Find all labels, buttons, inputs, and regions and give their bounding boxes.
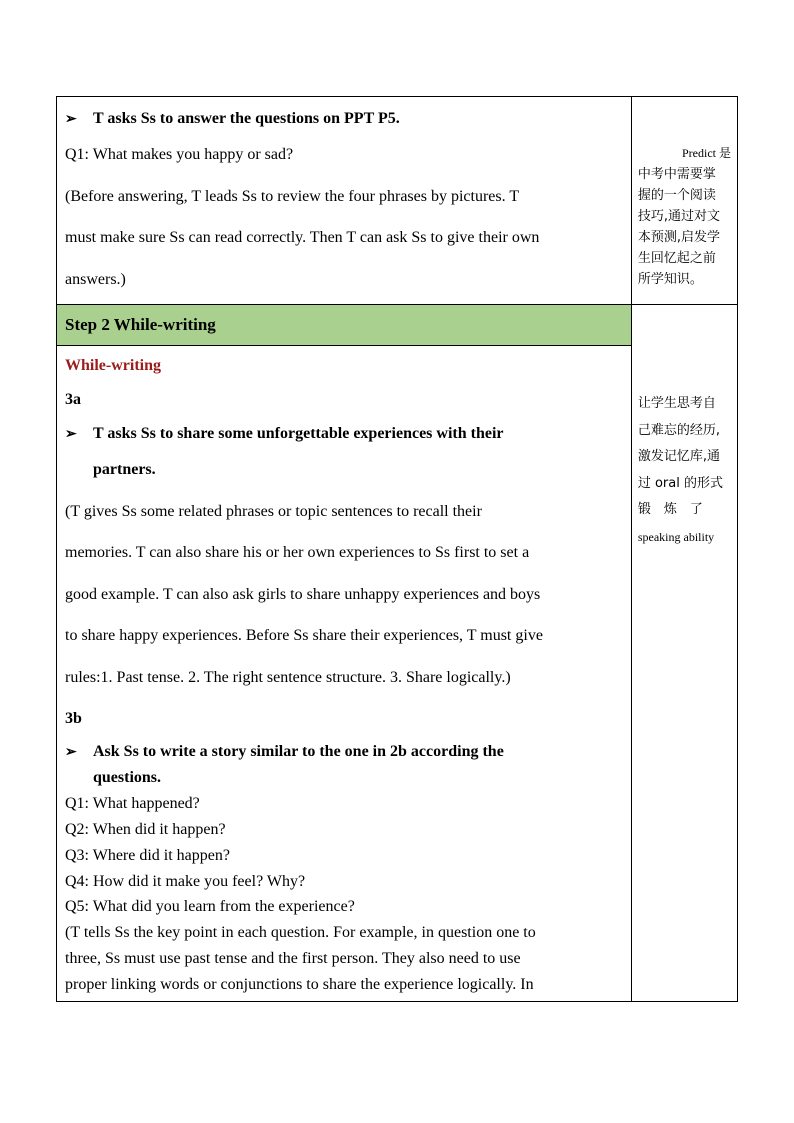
question-line: Q2: When did it happen?	[65, 820, 226, 838]
teacher-note-line: proper linking words or conjunctions to share the experience logically. In	[65, 975, 534, 993]
teacher-note-line: must make sure Ss can read correctly. Then T can ask Ss to give their own	[65, 229, 540, 247]
side-note-line: speaking ability	[637, 529, 715, 544]
label-3a: 3a	[65, 391, 81, 408]
question-line: Q5: What did you learn from the experience?	[65, 898, 355, 916]
table-row-prediction	[57, 97, 738, 305]
teacher-note-line: (T tells Ss the key point in each question. For example, in question one to	[65, 924, 536, 942]
table-row-step-header	[57, 305, 738, 346]
side-cell-while-writing	[631, 305, 737, 1002]
teacher-note-line: good example. T can also ask girls to share unhappy experiences and boys	[65, 585, 541, 603]
teacher-note-line: rules:1. Past tense. 2. The right sentence structure. 3. Share logically.)	[65, 668, 511, 686]
side-note-line: 让学生思考自	[637, 396, 716, 411]
side-note-line: 己难忘的经历,	[637, 422, 720, 438]
teacher-note-line: memories. T can also share his or her own experiences to Ss first to set a	[65, 544, 530, 562]
side-note-line: Predict 是	[682, 146, 731, 160]
arrowhead-bullet-icon: ➢	[65, 427, 77, 442]
side-note-line: 本预测,启发学	[637, 230, 720, 245]
main-cell-prediction	[57, 97, 632, 305]
side-cell-prediction	[631, 97, 737, 305]
question-line: Q4: How did it make you feel? Why?	[65, 872, 306, 890]
question-line: Q1: What happened?	[65, 795, 200, 813]
lesson-plan-table	[56, 96, 738, 1002]
task-bullet-ppt: ➢ T asks Ss to answer the questions on PPT P5.	[65, 105, 623, 134]
teacher-note-line: answers.)	[65, 270, 126, 288]
label-3b: 3b	[65, 709, 82, 727]
main-cell-while-writing	[57, 346, 632, 1002]
arrowhead-bullet-icon: ➢	[65, 112, 77, 127]
task-bullet-3b: ➢ Ask Ss to write a story similar to the one in 2b according the	[65, 739, 623, 766]
question-line: Q3: Where did it happen?	[65, 846, 230, 864]
question-q1: Q1: What makes you happy or sad?	[65, 146, 294, 163]
side-note-line: 锻 炼 了	[637, 502, 703, 517]
step-header-cell	[57, 305, 632, 346]
teacher-note-line: to share happy experiences. Before Ss share their experiences, T must give	[65, 627, 543, 645]
task-bullet-3b-continued: questions.	[93, 769, 162, 787]
task-bullet-3a-continued: partners.	[93, 461, 156, 478]
teacher-note-line: three, Ss must use past tense and the first person. They also need to use	[65, 949, 521, 967]
side-note-line: 生回忆起之前	[637, 251, 716, 266]
side-note-line: 中考中需要掌	[637, 167, 716, 182]
teacher-note-line: (Before answering, T leads Ss to review the four phrases by pictures. T	[65, 187, 520, 205]
side-note-line: 所学知识。	[637, 272, 703, 287]
teacher-note-line: (T gives Ss some related phrases or topic sentences to recall their	[65, 502, 482, 520]
side-note-line: 激发记忆库,通	[637, 449, 720, 464]
side-note-line: 技巧,通过对文	[637, 209, 720, 224]
side-note-line: 握的一个阅读	[637, 188, 716, 203]
step-title: Step 2 While-writing	[57, 305, 631, 345]
arrowhead-bullet-icon: ➢	[65, 744, 77, 760]
task-bullet-3a: ➢ T asks Ss to share some unforgettable experiences with their	[65, 420, 623, 449]
side-note-line: 过 oral 的形式	[637, 475, 723, 491]
section-subtitle: While-writing	[65, 357, 161, 374]
